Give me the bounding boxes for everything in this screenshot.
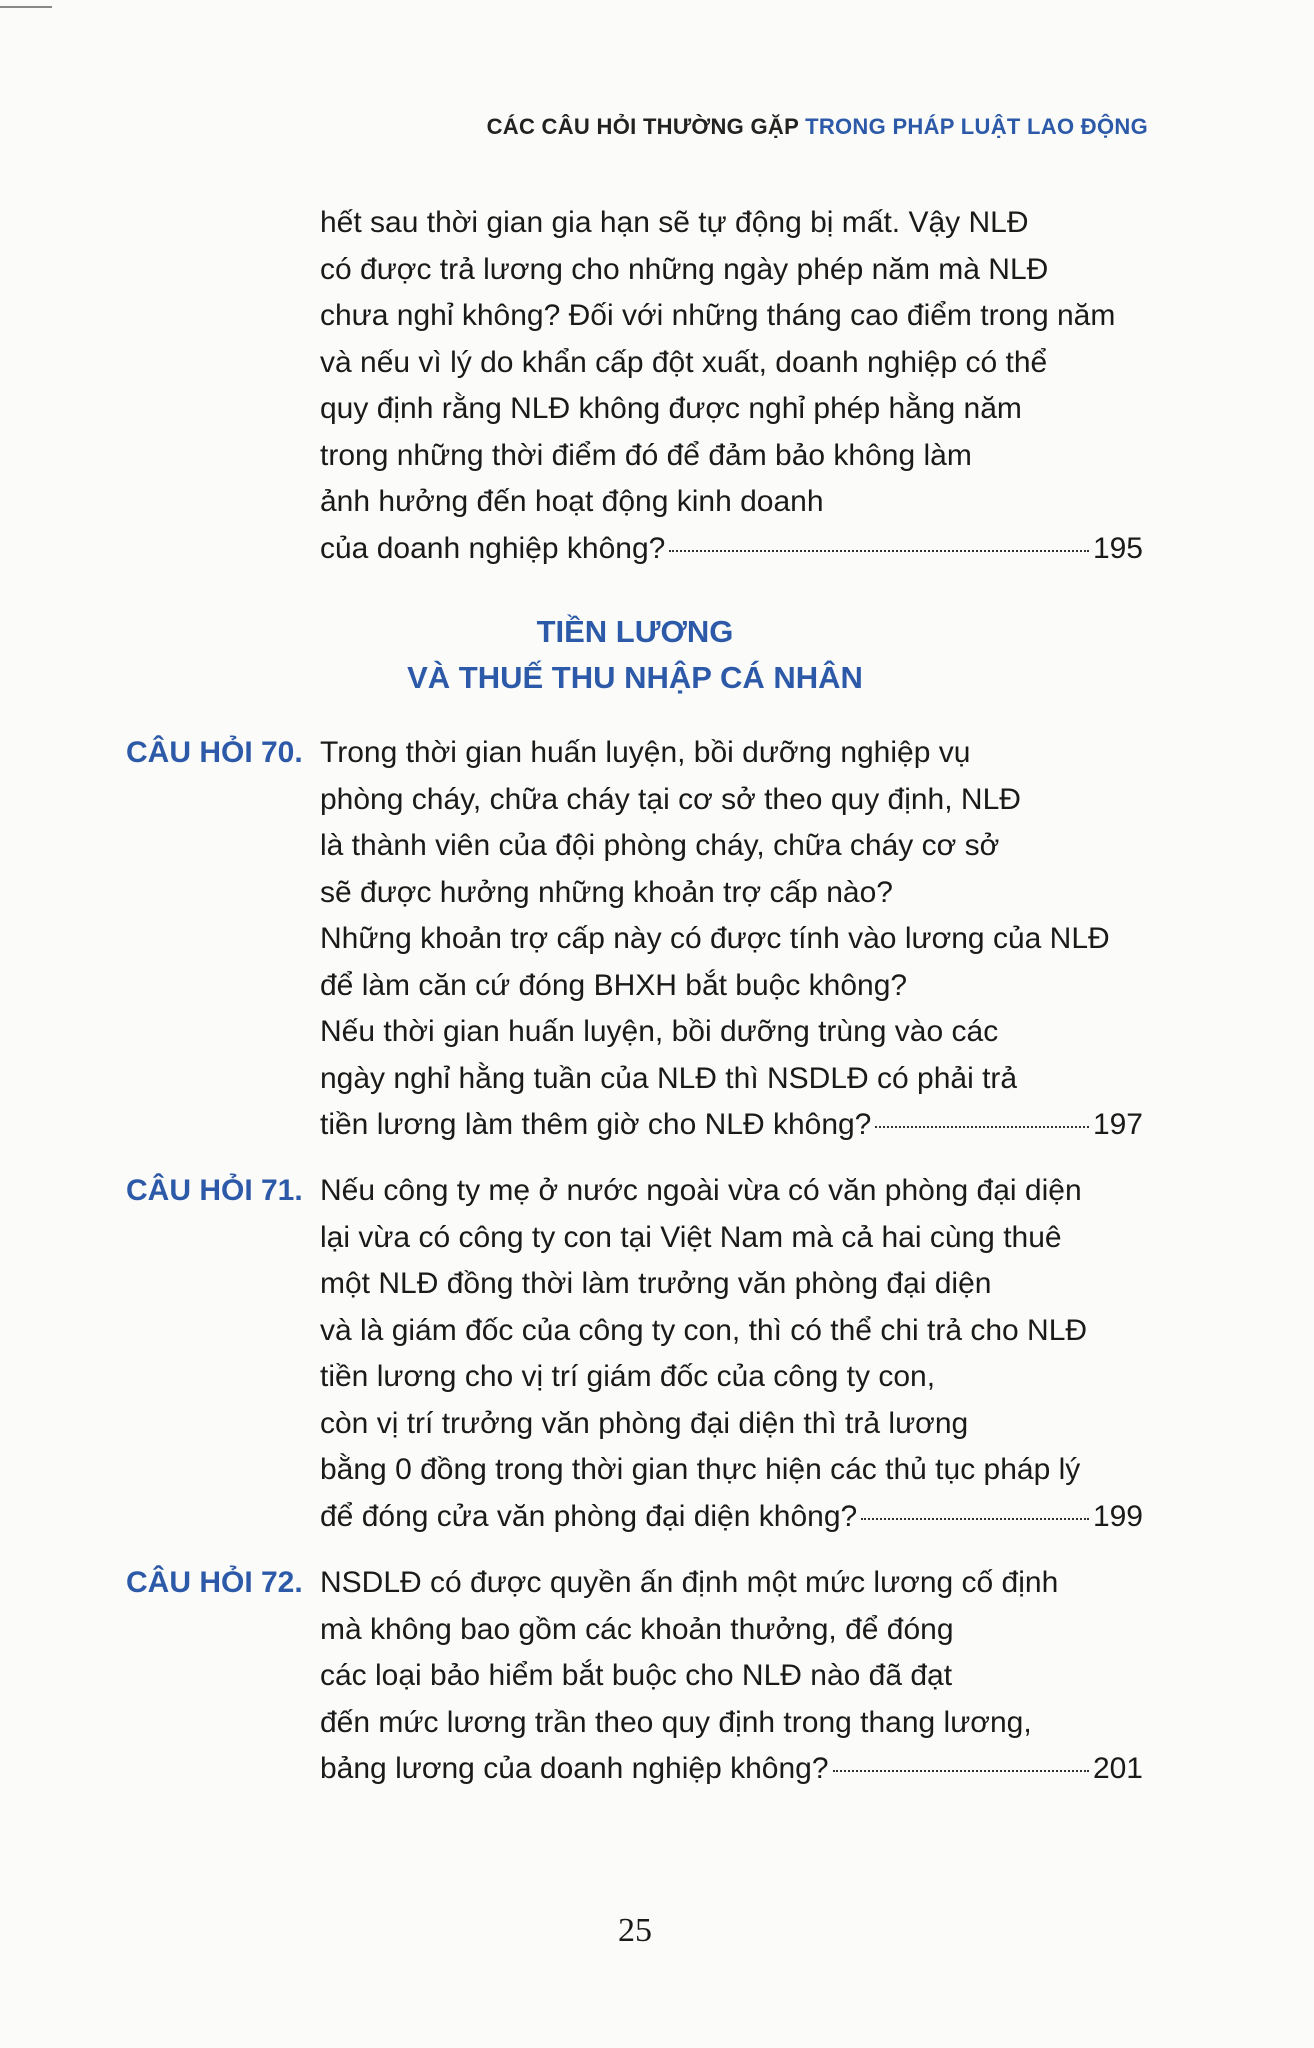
- dot-leader: [861, 1518, 1089, 1520]
- toc-line: ngày nghỉ hằng tuần của NLĐ thì NSDLĐ có phải trả: [320, 1061, 1018, 1095]
- toc-line: NSDLĐ có được quyền ấn định một mức lương cố định: [320, 1566, 1059, 1599]
- question-label: CÂU HỎI 72.: [126, 1566, 303, 1599]
- toc-entry-71: [320, 1168, 1143, 1540]
- toc-line: trong những thời điểm đó để đảm bảo không làm: [320, 438, 972, 472]
- toc-line: Nếu thời gian huấn luyện, bồi dưỡng trùng vào các: [320, 1015, 999, 1048]
- question-label: CÂU HỎI 71.: [126, 1174, 303, 1207]
- toc-page-ref: 199: [1092, 1499, 1143, 1533]
- toc-line: để làm căn cứ đóng BHXH bắt buộc không?: [320, 968, 908, 1002]
- toc-line-text: của doanh nghiệp không?: [320, 531, 666, 565]
- toc-line: quy định rằng NLĐ không được nghỉ phép hằng năm: [320, 392, 1022, 425]
- section-title-line1: TIỀN LƯƠNG: [536, 614, 734, 649]
- toc-page-ref: 201: [1092, 1752, 1143, 1785]
- toc-entry-70: [320, 730, 1143, 1149]
- toc-entry-72: [320, 1560, 1143, 1793]
- toc-line: hết sau thời gian gia hạn sẽ tự động bị mất. Vậy NLĐ: [320, 206, 1029, 239]
- page-number: 25: [618, 1912, 652, 1949]
- toc-line: mà không bao gồm các khoản thưởng, để đóng: [320, 1612, 954, 1646]
- section-title-line2: VÀ THUẾ THU NHẬP CÁ NHÂN: [407, 660, 863, 695]
- toc-line-text: để đóng cửa văn phòng đại diện không?: [320, 1499, 858, 1533]
- toc-last-line: [320, 1102, 1143, 1149]
- toc-line: và là giám đốc của công ty con, thì có thể chi trả cho NLĐ: [320, 1313, 1088, 1347]
- toc-last-line: [320, 1746, 1143, 1793]
- toc-last-line: [320, 526, 1143, 573]
- toc-line-text: tiền lương làm thêm giờ cho NLĐ không?: [320, 1108, 872, 1141]
- toc-line: và nếu vì lý do khẩn cấp đột xuất, doanh nghiệp có thể: [320, 345, 1048, 379]
- running-header-part1: CÁC CÂU HỎI THƯỜNG GẶP: [486, 114, 799, 139]
- toc-line: Nếu công ty mẹ ở nước ngoài vừa có văn phòng đại diện: [320, 1174, 1082, 1207]
- toc-line: ảnh hưởng đến hoạt động kinh doanh: [320, 485, 824, 518]
- corner-mark: [0, 6, 52, 8]
- dot-leader: [875, 1126, 1089, 1128]
- toc-line: các loại bảo hiểm bắt buộc cho NLĐ nào đã đạt: [320, 1659, 953, 1692]
- running-header: [487, 114, 1148, 140]
- dot-leader: [669, 550, 1089, 552]
- toc-line: sẽ được hưởng những khoản trợ cấp nào?: [320, 875, 893, 909]
- toc-line: bằng 0 đồng trong thời gian thực hiện các thủ tục pháp lý: [320, 1453, 1081, 1486]
- toc-line: chưa nghỉ không? Đối với những tháng cao điểm trong năm: [320, 299, 1116, 332]
- toc-line: đến mức lương trần theo quy định trong thang lương,: [320, 1705, 1032, 1739]
- toc-line: Những khoản trợ cấp này có được tính vào lương của NLĐ: [320, 922, 1110, 955]
- dot-leader: [833, 1770, 1089, 1772]
- toc-line: Trong thời gian huấn luyện, bồi dưỡng nghiệp vụ: [320, 736, 971, 769]
- toc-last-line: [320, 1494, 1143, 1541]
- toc-line: có được trả lương cho những ngày phép năm mà NLĐ: [320, 252, 1049, 286]
- toc-line: tiền lương cho vị trí giám đốc của công ty con,: [320, 1360, 936, 1393]
- toc-line-text: bảng lương của doanh nghiệp không?: [320, 1752, 829, 1785]
- toc-line: một NLĐ đồng thời làm trưởng văn phòng đại diện: [320, 1267, 992, 1300]
- toc-line: là thành viên của đội phòng cháy, chữa cháy cơ sở: [320, 829, 1000, 862]
- toc-entry-continued: [320, 200, 1143, 572]
- toc-page-ref: 197: [1092, 1108, 1143, 1141]
- toc-line: còn vị trí trưởng văn phòng đại diện thì trả lương: [320, 1406, 969, 1440]
- toc-page-ref: 195: [1092, 531, 1143, 565]
- question-label: CÂU HỎI 70.: [126, 736, 303, 769]
- running-header-part2: TRONG PHÁP LUẬT LAO ĐỘNG: [805, 114, 1148, 139]
- toc-line: phòng cháy, chữa cháy tại cơ sở theo quy định, NLĐ: [320, 782, 1021, 816]
- toc-line: lại vừa có công ty con tại Việt Nam mà cả hai cùng thuê: [320, 1220, 1062, 1254]
